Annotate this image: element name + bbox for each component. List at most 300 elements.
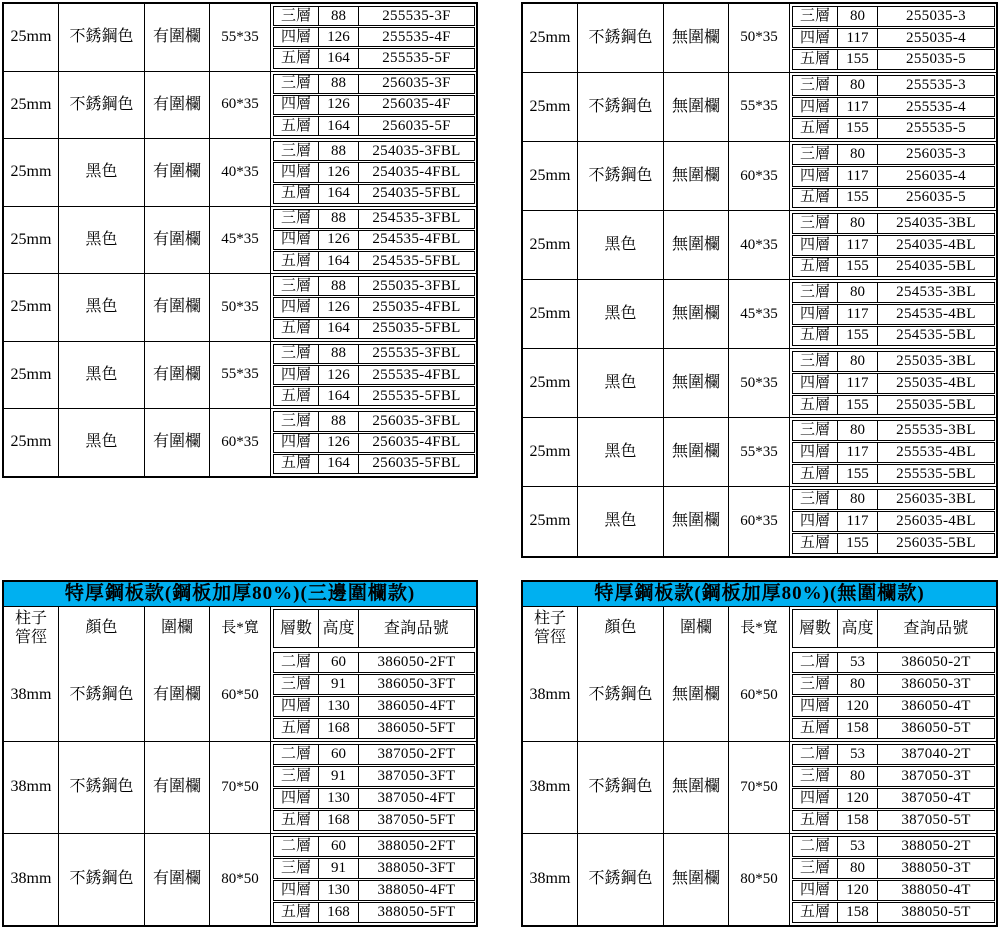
tier-height-cell: 126 [319, 298, 359, 316]
tier-height-cell: 117 [838, 443, 878, 462]
tier-height-cell: 117 [838, 305, 878, 324]
tier-label-cell: 三層 [793, 767, 838, 786]
color-cell: 不銹鋼色 [578, 4, 664, 72]
tier-height-cell: 158 [838, 903, 878, 922]
tier-label-cell: 四層 [793, 374, 838, 393]
tier-height-cell: 80 [838, 283, 878, 302]
tier-row [273, 696, 475, 717]
tier-height-cell: 88 [319, 7, 359, 25]
tier-label-cell: 三層 [793, 283, 838, 302]
tier-height-cell: 126 [319, 28, 359, 46]
header-product-code: 查詢品號 [383, 619, 450, 637]
product-code-cell: 256035-3FBL [372, 412, 461, 429]
pipe-diameter-cell: 38mm [523, 650, 578, 741]
tier-label-cell: 四層 [793, 443, 838, 462]
tier-height-cell: 91 [319, 675, 359, 694]
fence-cell: 無圍欄 [664, 142, 729, 210]
product-code-cell: 255535-4FBL [372, 366, 461, 383]
pipe-diameter-cell: 25mm [4, 4, 59, 71]
product-code-cell: 255535-4 [906, 98, 966, 115]
product-code-cell: 388050-4FT [377, 882, 456, 898]
tier-row [792, 788, 995, 809]
color-cell: 不銹鋼色 [578, 650, 664, 741]
fence-cell: 有圍欄 [145, 834, 210, 925]
fence-cell: 有圍欄 [145, 207, 210, 274]
product-code-cell: 386050-4FT [377, 698, 456, 714]
tier-height-cell: 88 [319, 412, 359, 430]
tier-row [792, 442, 995, 463]
product-code-cell: 255035-4BL [896, 374, 976, 391]
header-subrow [792, 609, 995, 648]
tier-label-cell: 五層 [274, 455, 319, 473]
color-cell: 黑色 [578, 349, 664, 417]
tier-label-cell: 五層 [274, 903, 319, 922]
tier-height-cell: 164 [319, 455, 359, 473]
tier-row [273, 652, 475, 673]
product-group-row [4, 138, 476, 206]
product-code-cell: 256035-5F [382, 117, 451, 134]
product-code-cell: 256035-3 [906, 145, 966, 162]
table-body [4, 4, 476, 476]
tier-list [790, 834, 996, 925]
product-code-cell: 388050-4T [901, 882, 971, 898]
tier-row [792, 373, 995, 394]
pipe-diameter-cell: 25mm [4, 207, 59, 274]
tier-row [792, 395, 995, 416]
tier-height-cell: 80 [838, 7, 878, 26]
tier-list [790, 742, 996, 833]
tier-row [273, 674, 475, 695]
tier-label-cell: 三層 [274, 75, 319, 93]
product-code-cell: 255035-3 [906, 7, 966, 24]
pipe-diameter-cell: 25mm [523, 211, 578, 279]
pipe-diameter-cell: 38mm [4, 834, 59, 925]
tier-label-cell: 三層 [274, 277, 319, 295]
fence-cell: 無圍欄 [664, 211, 729, 279]
tier-row [273, 411, 475, 431]
product-group-row [523, 141, 996, 210]
product-code-cell: 388050-3FT [377, 860, 456, 876]
tier-height-cell: 80 [838, 490, 878, 509]
tier-list [271, 409, 476, 476]
tier-height-cell: 60 [319, 837, 359, 856]
tier-height-cell: 120 [838, 697, 878, 716]
tier-label-cell: 四層 [274, 881, 319, 900]
tier-label-cell: 三層 [274, 7, 319, 25]
tier-list [790, 349, 996, 417]
product-code-cell: 386050-2T [901, 654, 971, 670]
size-cell: 60*35 [729, 142, 790, 210]
tier-label-cell: 四層 [793, 305, 838, 324]
tier-label-cell: 三層 [274, 210, 319, 228]
tier-label-cell: 三層 [274, 345, 319, 363]
product-code-cell: 256035-4BL [896, 512, 976, 529]
color-cell: 不銹鋼色 [59, 650, 145, 741]
product-group-row [4, 206, 476, 274]
pipe-diameter-cell: 38mm [523, 834, 578, 925]
tier-height-cell: 88 [319, 142, 359, 160]
pipe-diameter-cell: 25mm [523, 73, 578, 141]
tier-height-cell: 155 [838, 534, 878, 553]
tier-height-cell: 155 [838, 327, 878, 346]
tier-row [792, 235, 995, 256]
color-cell: 黑色 [59, 342, 145, 409]
fence-cell: 無圍欄 [664, 4, 729, 72]
size-cell: 55*35 [210, 4, 271, 71]
product-code-cell: 388050-3T [901, 860, 971, 876]
tier-row [273, 27, 475, 47]
tier-list [790, 650, 996, 741]
product-code-cell: 255535-3FBL [372, 345, 461, 362]
tier-row [273, 209, 475, 229]
tier-list [271, 650, 476, 741]
color-cell: 黑色 [578, 487, 664, 555]
tier-label-cell: 四層 [793, 789, 838, 808]
tier-row [273, 116, 475, 136]
tier-list [790, 211, 996, 279]
tier-height-cell: 126 [319, 231, 359, 249]
tier-label-cell: 三層 [274, 675, 319, 694]
tier-height-cell: 120 [838, 789, 878, 808]
tier-row [273, 858, 475, 879]
tier-row [792, 533, 995, 554]
product-code-cell: 388050-2T [901, 838, 971, 854]
tier-label-cell: 五層 [793, 327, 838, 346]
tier-row [792, 166, 995, 187]
tier-height-cell: 155 [838, 119, 878, 138]
tier-row [273, 95, 475, 115]
table-title-bar: 特厚鋼板款(鋼板加厚80%)(無圍欄款) [523, 582, 996, 606]
product-code-cell: 256035-4F [382, 96, 451, 113]
product-group-row [4, 650, 476, 741]
color-cell: 黑色 [578, 280, 664, 348]
product-group-row [4, 341, 476, 409]
size-cell: 50*35 [210, 274, 271, 341]
tier-row [792, 257, 995, 278]
header-subrow [273, 609, 475, 648]
product-code-cell: 255535-5FBL [372, 387, 461, 404]
product-code-cell: 255535-4F [382, 28, 451, 45]
product-group-row [4, 273, 476, 341]
product-group-row [523, 348, 996, 417]
tier-height-cell: 80 [838, 767, 878, 786]
tier-row [273, 162, 475, 182]
tier-label-cell: 五層 [274, 811, 319, 830]
fence-cell: 有圍欄 [145, 274, 210, 341]
tier-row [273, 454, 475, 474]
tier-height-cell: 80 [838, 214, 878, 233]
tier-row [273, 744, 475, 765]
fence-cell: 無圍欄 [664, 834, 729, 925]
pipe-diameter-cell: 38mm [523, 742, 578, 833]
product-code-cell: 256035-3BL [896, 491, 976, 508]
spec-table-bottom-left-38mm-fenced [2, 580, 478, 927]
product-code-cell: 255035-4FBL [372, 299, 461, 316]
fence-cell: 有圍欄 [145, 650, 210, 741]
fence-cell: 無圍欄 [664, 418, 729, 486]
color-cell: 不銹鋼色 [59, 742, 145, 833]
tier-label-cell: 二層 [274, 653, 319, 672]
tier-label-cell: 五層 [274, 320, 319, 338]
tier-height-cell: 80 [838, 859, 878, 878]
tier-label-cell: 四層 [793, 512, 838, 531]
tier-label-cell: 三層 [793, 421, 838, 440]
tier-row [792, 766, 995, 787]
color-cell: 不銹鋼色 [578, 73, 664, 141]
pipe-diameter-cell: 25mm [523, 418, 578, 486]
tier-row [273, 433, 475, 453]
product-code-cell: 256035-5BL [896, 534, 976, 551]
color-cell: 不銹鋼色 [578, 834, 664, 925]
product-code-cell: 386050-5T [901, 720, 971, 736]
pipe-diameter-cell: 25mm [4, 72, 59, 139]
product-code-cell: 386050-5FT [377, 720, 456, 736]
tier-height-cell: 80 [838, 421, 878, 440]
tier-row [273, 276, 475, 296]
tier-label-cell: 三層 [793, 352, 838, 371]
tier-list [790, 280, 996, 348]
tier-label-cell: 四層 [274, 366, 319, 384]
tier-row [792, 674, 995, 695]
size-cell: 45*35 [729, 280, 790, 348]
tier-label-cell: 四層 [274, 96, 319, 114]
tier-height-cell: 126 [319, 434, 359, 452]
product-code-cell: 255035-3FBL [372, 277, 461, 294]
product-code-cell: 255535-3BL [896, 422, 976, 439]
tier-row [273, 386, 475, 406]
tier-height-cell: 53 [838, 745, 878, 764]
tier-label-cell: 五層 [793, 903, 838, 922]
size-cell: 40*35 [729, 211, 790, 279]
product-code-cell: 388050-2FT [377, 838, 456, 854]
product-code-cell: 255535-5BL [896, 465, 976, 482]
tier-label-cell: 五層 [274, 387, 319, 405]
tier-row [792, 880, 995, 901]
tier-height-cell: 117 [838, 236, 878, 255]
pipe-diameter-cell: 25mm [523, 142, 578, 210]
tier-row [792, 464, 995, 485]
tier-list [271, 139, 476, 206]
tier-row [792, 511, 995, 532]
pipe-diameter-cell: 38mm [4, 742, 59, 833]
tier-height-cell: 130 [319, 697, 359, 716]
tier-height-cell: 168 [319, 719, 359, 738]
product-code-cell: 256035-5FBL [372, 455, 461, 472]
product-code-cell: 386050-3FT [377, 676, 456, 692]
product-group-row [523, 741, 996, 833]
tier-row [273, 344, 475, 364]
tier-row [792, 326, 995, 347]
tier-label-cell: 三層 [793, 145, 838, 164]
tier-label-cell: 五層 [793, 719, 838, 738]
header-pipe-diameter-line2: 管徑 [14, 628, 47, 646]
tier-label-cell: 三層 [793, 214, 838, 233]
product-code-cell: 255035-3BL [896, 353, 976, 370]
product-code-cell: 256035-4FBL [372, 434, 461, 451]
tier-height-cell: 60 [319, 745, 359, 764]
header-height: 高度 [838, 610, 878, 647]
tier-list [271, 274, 476, 341]
fence-cell: 無圍欄 [664, 280, 729, 348]
header-inner [790, 607, 996, 650]
tier-label-cell: 五層 [793, 465, 838, 484]
tier-height-cell: 164 [319, 185, 359, 203]
product-code-cell: 387050-5FT [377, 812, 456, 828]
tier-label-cell: 四層 [793, 167, 838, 186]
pipe-diameter-cell: 25mm [523, 349, 578, 417]
tier-label-cell: 二層 [793, 745, 838, 764]
product-group-row [523, 650, 996, 741]
header-pipe-diameter-line2: 管徑 [533, 628, 566, 646]
tier-height-cell: 164 [319, 252, 359, 270]
tier-label-cell: 四層 [793, 29, 838, 48]
product-code-cell: 255035-5 [906, 51, 966, 68]
size-cell: 60*50 [210, 650, 271, 741]
tier-height-cell: 155 [838, 50, 878, 69]
tier-height-cell: 126 [319, 96, 359, 114]
tier-label-cell: 五層 [793, 811, 838, 830]
fence-cell: 有圍欄 [145, 742, 210, 833]
product-code-cell: 386050-4T [901, 698, 971, 714]
tier-label-cell: 四層 [274, 697, 319, 716]
color-cell: 不銹鋼色 [59, 4, 145, 71]
tier-label-cell: 三層 [793, 7, 838, 26]
tier-height-cell: 126 [319, 163, 359, 181]
product-code-cell: 254035-4FBL [372, 163, 461, 180]
tier-label-cell: 三層 [274, 859, 319, 878]
tier-height-cell: 130 [319, 881, 359, 900]
tier-height-cell: 158 [838, 719, 878, 738]
fence-cell: 有圍欄 [145, 139, 210, 206]
header-fence: 圍欄 [664, 607, 729, 650]
product-group-row [523, 279, 996, 348]
product-code-cell: 255535-5 [906, 120, 966, 137]
tier-row [273, 766, 475, 787]
product-code-cell: 254035-3FBL [372, 142, 461, 159]
spec-table-top-left-25mm-fenced [2, 2, 478, 478]
tier-row [792, 282, 995, 303]
tier-row [792, 304, 995, 325]
header-product-code: 查詢品號 [903, 619, 969, 637]
pipe-diameter-cell: 25mm [4, 274, 59, 341]
tier-row [792, 188, 995, 209]
product-group-row [523, 833, 996, 925]
tier-label-cell: 四層 [274, 789, 319, 808]
fence-cell: 無圍欄 [664, 73, 729, 141]
tier-row [273, 251, 475, 271]
tier-height-cell: 164 [319, 387, 359, 405]
product-code-cell: 388050-5T [901, 904, 971, 920]
product-code-cell: 254535-5BL [896, 327, 976, 344]
product-code-cell: 387050-4FT [377, 790, 456, 806]
tier-row [792, 858, 995, 879]
fence-cell: 有圍欄 [145, 4, 210, 71]
header-tiers: 層數 [274, 610, 319, 647]
tier-label-cell: 五層 [793, 119, 838, 138]
tier-height-cell: 155 [838, 189, 878, 208]
size-cell: 55*35 [729, 73, 790, 141]
tier-label-cell: 四層 [274, 298, 319, 316]
product-code-cell: 387050-3FT [377, 768, 456, 784]
tier-label-cell: 四層 [274, 28, 319, 46]
tier-label-cell: 三層 [274, 142, 319, 160]
color-cell: 不銹鋼色 [59, 72, 145, 139]
tier-list [790, 487, 996, 555]
header-pipe-diameter [523, 607, 578, 650]
header-pipe-diameter-line1: 柱子 [533, 610, 566, 628]
tier-row [792, 97, 995, 118]
tier-label-cell: 五層 [793, 534, 838, 553]
tier-row [792, 49, 995, 70]
tier-row [792, 6, 995, 27]
tier-list [271, 742, 476, 833]
tier-height-cell: 80 [838, 352, 878, 371]
product-code-cell: 387050-2FT [377, 746, 456, 762]
product-code-cell: 386050-2FT [377, 654, 456, 670]
tier-label-cell: 五層 [274, 185, 319, 203]
color-cell: 黑色 [578, 418, 664, 486]
header-fence: 圍欄 [145, 607, 210, 650]
tier-height-cell: 117 [838, 512, 878, 531]
tier-row [792, 420, 995, 441]
product-code-cell: 256035-5 [906, 189, 966, 206]
tier-label-cell: 四層 [793, 881, 838, 900]
table-body [523, 650, 996, 925]
tier-row [273, 141, 475, 161]
tier-label-cell: 二層 [793, 653, 838, 672]
product-code-cell: 256035-4 [906, 167, 966, 184]
tier-height-cell: 117 [838, 98, 878, 117]
tier-list [271, 72, 476, 139]
tier-height-cell: 88 [319, 210, 359, 228]
fence-cell: 有圍欄 [145, 342, 210, 409]
product-code-cell: 254535-4FBL [372, 231, 461, 248]
tier-height-cell: 126 [319, 366, 359, 384]
product-code-cell: 387050-5T [901, 812, 971, 828]
tier-label-cell: 二層 [793, 837, 838, 856]
tier-height-cell: 168 [319, 903, 359, 922]
color-cell: 黑色 [578, 211, 664, 279]
tier-row [792, 144, 995, 165]
product-group-row [4, 833, 476, 925]
tier-label-cell: 五層 [274, 719, 319, 738]
tier-label-cell: 四層 [274, 231, 319, 249]
tier-list [271, 4, 476, 71]
tier-row [792, 652, 995, 673]
product-group-row [4, 741, 476, 833]
header-color: 顏色 [578, 607, 664, 650]
tier-row [273, 836, 475, 857]
product-group-row [4, 71, 476, 139]
product-group-row [523, 210, 996, 279]
product-code-cell: 254535-3FBL [372, 210, 461, 227]
tier-height-cell: 130 [319, 789, 359, 808]
tier-height-cell: 164 [319, 320, 359, 338]
tier-row [792, 718, 995, 739]
product-code-cell: 256035-3F [382, 75, 451, 92]
tier-row [273, 230, 475, 250]
product-code-cell: 388050-5FT [377, 904, 456, 920]
color-cell: 黑色 [59, 207, 145, 274]
tier-label-cell: 四層 [793, 697, 838, 716]
fence-cell: 有圍欄 [145, 409, 210, 476]
product-group-row [523, 72, 996, 141]
tier-height-cell: 88 [319, 345, 359, 363]
tier-height-cell: 117 [838, 29, 878, 48]
product-group-row [4, 4, 476, 71]
tier-label-cell: 四層 [274, 434, 319, 452]
product-code-cell: 254535-3BL [896, 284, 976, 301]
